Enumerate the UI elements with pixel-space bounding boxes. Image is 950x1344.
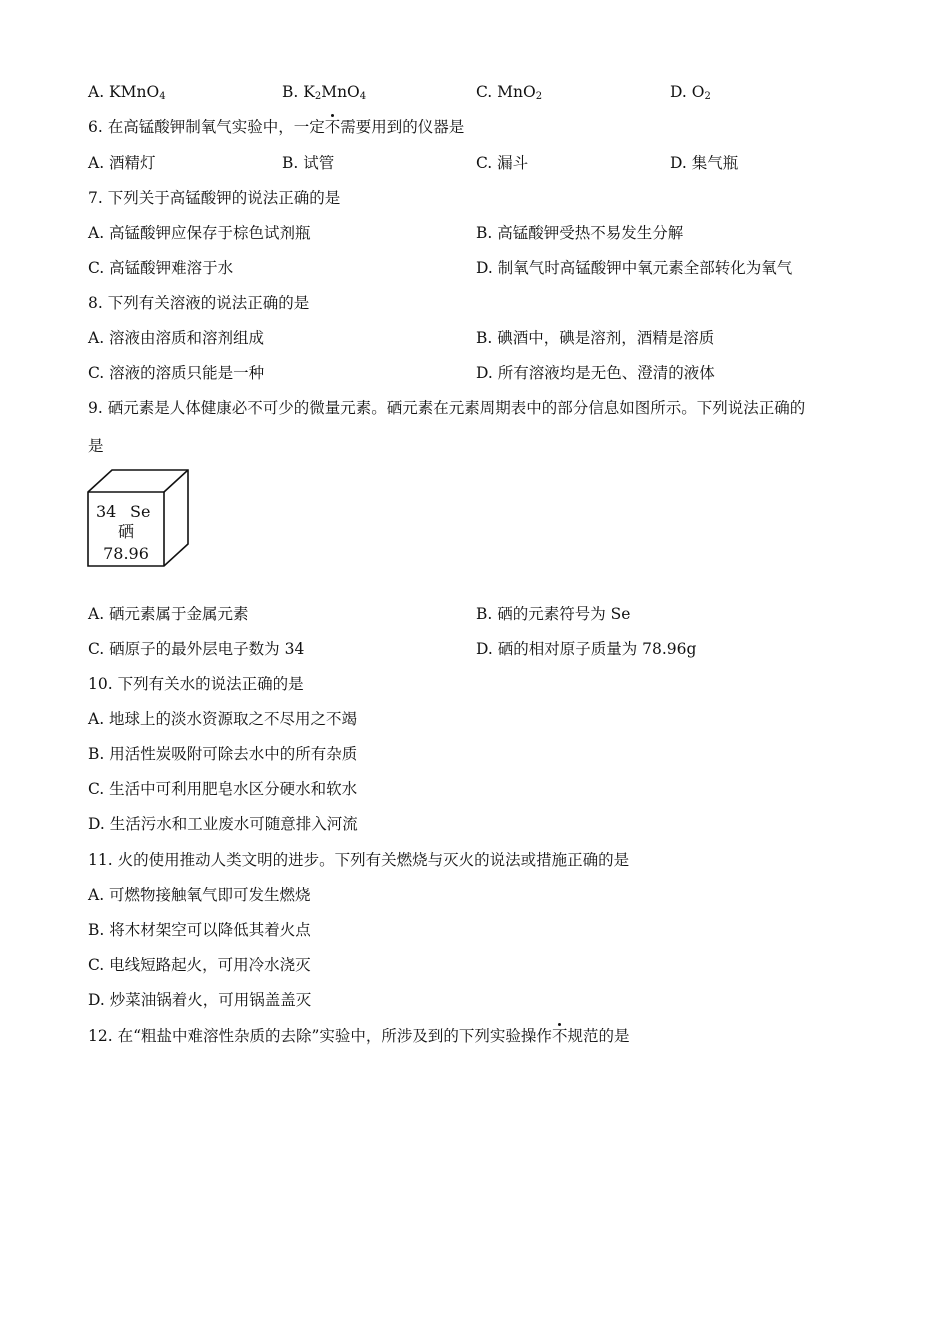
element-name: 硒 xyxy=(117,522,134,541)
q10-option-a: A. 地球上的淡水资源取之不尽用之不竭 xyxy=(88,710,358,728)
q7-stem: 7. 下列关于高锰酸钾的说法正确的是 xyxy=(88,189,341,207)
q10-option-b: B. 用活性炭吸附可除去水中的所有杂质 xyxy=(88,745,358,763)
q10-option-d: D. 生活污水和工业废水可随意排入河流 xyxy=(88,815,358,833)
q8-option-b: B. 碘酒中，碘是溶剂，酒精是溶质 xyxy=(476,329,715,347)
q11-option-a: A. 可燃物接触氧气即可发生燃烧 xyxy=(88,886,311,904)
q6-option-a: A. 酒精灯 xyxy=(88,154,156,172)
q10-option-c: C. 生活中可利用肥皂水区分硬水和软水 xyxy=(88,780,358,798)
q11-stem: 11. 火的使用推动人类文明的进步。下列有关燃烧与灭火的说法或措施正确的是 xyxy=(88,851,630,869)
q9-stem-line2: 是 xyxy=(88,437,104,455)
q11-option-d: D. 炒菜油锅着火，可用锅盖盖灭 xyxy=(88,991,312,1009)
q10-stem: 10. 下列有关水的说法正确的是 xyxy=(88,675,304,693)
q11-option-b: B. 将木材架空可以降低其着火点 xyxy=(88,921,311,939)
q8-stem: 8. 下列有关溶液的说法正确的是 xyxy=(88,294,310,312)
q7-option-d: D. 制氧气时高锰酸钾中氧元素全部转化为氧气 xyxy=(476,259,793,277)
q8-option-d: D. 所有溶液均是无色、澄清的液体 xyxy=(476,364,715,382)
q6-option-b: B. 试管 xyxy=(282,154,335,172)
q6-stem: 6. 在高锰酸钾制氧气实验中，一定不需要用到的仪器是 xyxy=(88,118,465,136)
q7-option-a: A. 高锰酸钾应保存于棕色试剂瓶 xyxy=(88,224,311,242)
q7-option-c: C. 高锰酸钾难溶于水 xyxy=(88,259,234,277)
q9-stem-line1: 9. 硒元素是人体健康必不可少的微量元素。硒元素在元素周期表中的部分信息如图所示。下列说法正确的 xyxy=(88,399,806,417)
q12-stem: 12. 在“粗盐中难溶性杂质的去除”实验中，所涉及到的下列实验操作不规范的是 xyxy=(88,1027,630,1045)
q7-option-b: B. 高锰酸钾受热不易发生分解 xyxy=(476,224,684,242)
q5-option-a: A. KMnO$_4$ xyxy=(88,83,166,102)
element-mass: 78.96 xyxy=(103,544,149,563)
element-number: 34 xyxy=(96,502,117,521)
periodic-element-cell xyxy=(86,468,192,570)
q11-option-c: C. 电线短路起火，可用冷水浇灭 xyxy=(88,956,311,974)
emphasis-dot-char: 不 xyxy=(551,1027,568,1045)
q8-option-a: A. 溶液由溶质和溶剂组成 xyxy=(88,329,265,347)
q5-option-d: D. $O_2$ xyxy=(670,83,711,102)
q9-option-c: C. 硒原子的最外层电子数为 34 xyxy=(88,640,305,658)
q8-option-c: C. 溶液的溶质只能是一种 xyxy=(88,364,265,382)
q5-option-c: C. MnO$_2$ xyxy=(476,83,543,102)
element-symbol: Se xyxy=(130,502,151,521)
q6-option-d: D. 集气瓶 xyxy=(670,154,739,172)
q5-option-b: B. $K_2MnO_4$ xyxy=(282,83,367,102)
q9-option-b: B. 硒的元素符号为 Se xyxy=(476,605,631,623)
q6-option-c: C. 漏斗 xyxy=(476,154,529,172)
q9-option-d: D. 硒的相对原子质量为 78.96g xyxy=(476,640,697,658)
emphasis-dot-char: 不 xyxy=(324,118,341,136)
q9-option-a: A. 硒元素属于金属元素 xyxy=(88,605,249,623)
